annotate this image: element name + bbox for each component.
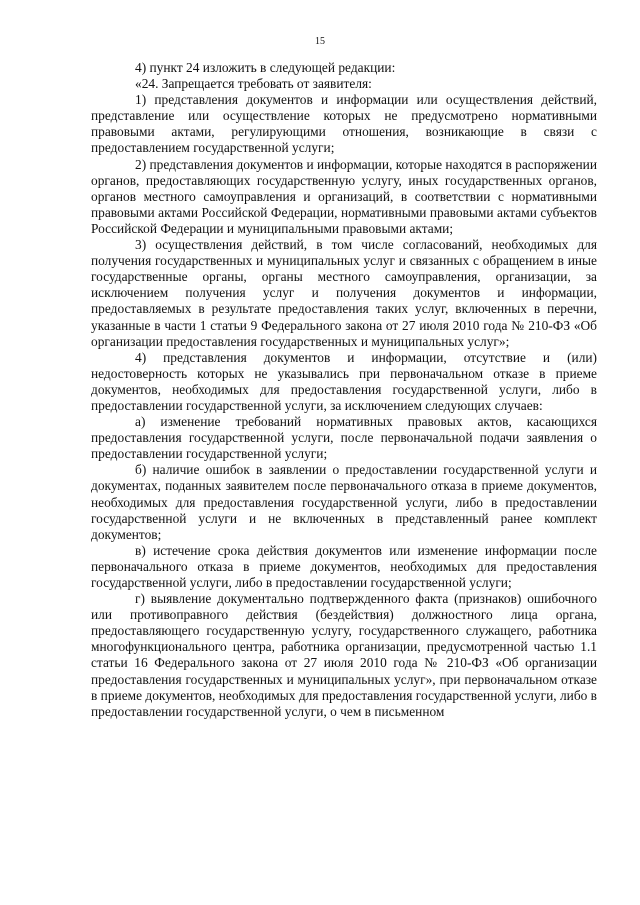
paragraph-item-4-intro: 4) пункт 24 изложить в следующей редакции:: [135, 60, 396, 75]
page-number: 15: [315, 36, 325, 47]
paragraph-subitem-4: 4) представления документов и информации, отсутствие и (или) недостоверность которых не указывались при первоначальном отказе в приеме документов, необходимых для предоставления государственной услуги, либо в предоставлении государственной услуги, за исключением следующих случаев:: [91, 349, 597, 413]
document-body: [91, 60, 597, 720]
paragraph-case-v: в) истечение срока действия документов или изменение информации после первоначального отказа в приеме документов, необходимых для предоставления государственной услуги, либо в предоставлении государственной услуги;: [91, 542, 597, 590]
paragraph-case-g: г) выявление документально подтвержденного факта (признаков) ошибочного или противоправного действия (бездействия) должностного лица органа, предоставляющего государственную услугу, государственного служащего, работника многофункционального центра, работника организации, предусмотренной частью 1.1 статьи 16 Федерального закона от 27 июля 2010 года № 210-ФЗ «Об организации предоставления государственных и муниципальных услуг», при первоначальном отказе в приеме документов, необходимых для предоставления государственной услуги, либо в предоставлении государственной услуги, о чем в письменном: [91, 591, 597, 719]
paragraph-case-b: б) наличие ошибок в заявлении о предоставлении государственной услуги и документах, поданных заявителем после первоначального отказа в приеме документов, необходимых для предоставления государственной услуги, либо в предоставлении государственной услуги и не включенных в представленный ранее комплект документов;: [91, 462, 597, 542]
paragraph-subitem-2: 2) представления документов и информации, которые находятся в распоряжении органов, предоставляющих государственную услугу, иных государственных органов, органов местного самоуправления и организаций, в соответствии с нормативными правовыми актами Российской Федерации, нормативными правовыми актами субъектов Российской Федерации и муниципальными правовыми актами;: [91, 156, 597, 236]
paragraph-case-a: а) изменение требований нормативных правовых актов, касающихся предоставления государственной услуги, после первоначальной подачи заявления о предоставлении государственной услуги;: [91, 414, 597, 462]
paragraph-subitem-1: 1) представления документов и информации или осуществления действий, представление или осуществление которых не предусмотрено нормативными правовыми актами, регулирующими отношения, возникающие в связи с предоставлением государственной услуги;: [91, 92, 597, 156]
paragraph-clause-24-heading: «24. Запрещается требовать от заявителя:: [135, 76, 372, 92]
paragraph-subitem-3: 3) осуществления действий, в том числе согласований, необходимых для получения государственных и муниципальных услуг и связанных с обращением в иные государственные органы, органы местного самоуправления, организации, за исключением получения услуг и получения документов и информации, предоставляемых в результате предоставления таких услуг, включенных в перечни, указанные в части 1 статьи 9 Федерального закона от 27 июля 2010 года № 210-ФЗ «Об организации предоставления государственных и муниципальных услуг»;: [91, 237, 597, 349]
